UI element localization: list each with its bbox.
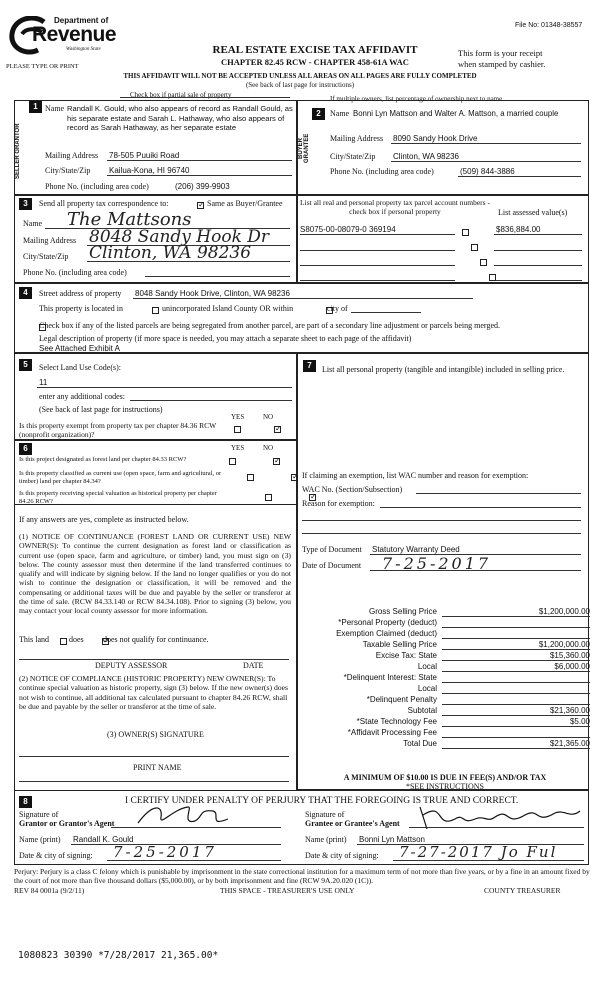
correspondence-mailing[interactable]: 8048 Sandy Hook Dr [89, 227, 270, 247]
exempt-no-checkbox[interactable] [274, 426, 281, 433]
logo-sub: Washington State [66, 47, 101, 52]
tax-row [300, 640, 600, 651]
seller-mailing[interactable]: 78-505 Puuiki Road [109, 151, 180, 160]
tax-row-label: *Personal Property (deduct) [338, 618, 437, 627]
tax-row [300, 695, 600, 706]
tax-row-label: Taxable Selling Price [362, 640, 437, 649]
tax-row-value[interactable]: $6,000.00 [554, 662, 590, 671]
grantor-print-name[interactable]: Randall K. Gould [73, 835, 134, 844]
please-type: PLEASE TYPE OR PRINT [6, 63, 79, 70]
seller-phone[interactable]: (206) 399-9903 [175, 182, 230, 191]
tax-row-label: Excise Tax: State [375, 651, 437, 660]
seller-name[interactable]: Randall K. Gould, who also appears of record as Randall Gould, as his separate estate and Sarah L. Hathaway, who also appears of record as Sarah Hathaway, as her separate estate [67, 104, 293, 132]
land-use-code[interactable]: 11 [39, 378, 48, 387]
correspondence-name[interactable]: The Mattsons [67, 209, 192, 230]
buyer-section: 2 BUYER GRANTEE Name Bonni Lyn Mattson and Walter A. Mattson, a married couple Mailing Address 8090 Sandy Hook Drive City/State/Zip Clinton, WA 98236 Phone No. (including area code) (509) 844-3886 [297, 100, 589, 195]
section7: 7 List all personal property (tangible and intangible) included in selling price. If claiming an exemption, list WAC number and reason for exemption: WAC No. (Section/Subsection) Reason for exemption: Type of Document Statutory Warranty Deed Date of Document 7-25-2017 [297, 353, 589, 790]
parcel-account-number[interactable]: S8075-00-08079-0 369194 [300, 225, 396, 234]
tax-row-value[interactable]: $21,360.00 [549, 706, 590, 715]
receipt-note-2: when stamped by cashier. [458, 59, 546, 69]
tax-row-label: *Delinquent Penalty [366, 695, 437, 704]
tax-row [300, 618, 600, 629]
forest-yes-checkbox[interactable] [229, 458, 236, 465]
revenue-logo [8, 14, 128, 62]
cashier-stamp: 1080823 30390 *7/28/2017 21,365.00* [18, 950, 219, 961]
tax-row-value[interactable]: $5.00 [569, 717, 590, 726]
personal-property-checkbox-3[interactable] [480, 259, 487, 266]
property-street[interactable]: 8048 Sandy Hook Drive, Clinton, WA 98236 [135, 289, 290, 298]
same-as-buyer-checkbox[interactable] [197, 202, 204, 209]
logo-main: Revenue [32, 23, 117, 46]
seller-section: 1 SELLER GRANTOR Name Randall K. Gould, who also appears of record as Randall Gould, as his separate estate and Sarah L. Hathaway, who also appears of record as Sarah Hathaway, as her separate estate Mailing Address 78-505 Puuiki Road City/State/Zip Kailua-Kona, HI 96740 Phone No. (including area code) (206) 399-9903 [14, 100, 297, 195]
exempt-yes-checkbox[interactable] [234, 426, 241, 433]
seller-side-label: SELLER GRANTOR [15, 123, 21, 179]
section6-notices: If any answers are yes, complete as instructed below. (1) NOTICE OF CONTINUANCE (FOREST LAND OR CURRENT USE) NEW OWNER(S): To continue the current designation as forest land or classification as current use (open space, farm and agriculture, or timber) land, you must sign on (3) below. The county assessor must then determine if the land transferred continues to qualify and will indicate by signing below. If the land no longer qualifies or you do not wish to continue the designation or classification, it will be removed and the compensating or additional taxes will be due and payable by the seller or transferor at the time of sale. (RCW 84.33.140 or RCW 84.34.108). Prior to signing (3) below, you may contact your local county assessor for more information. This land does ✓ does not qualify for continuance. DEPUTY ASSESSOR DATE (2) NOTICE OF COMPLIANCE (HISTORIC PROPERTY) NEW OWNER(S): To continue special valuation as historic property, sign (3) below. If the new owner(s) does not wish to continue, all additional tax calculated pursuant to chapter 84.26 RCW, shall be due and payable by the seller or transferor at the time of sale. (3) OWNER(S) SIGNATURE PRINT NAME [14, 505, 297, 790]
grantor-date-signing[interactable]: 7-25-2017 [113, 843, 217, 861]
logo-line1: Department of [54, 16, 109, 25]
personal-property-checkbox-1[interactable] [462, 229, 469, 236]
legal-description[interactable]: See Attached Exhibit A [39, 344, 120, 353]
grantee-print-name[interactable]: Bonni Lyn Mattson [359, 835, 425, 844]
tax-row [300, 651, 600, 662]
section6-questions: 6 YES NO Is this project designated as forest land per chapter 84.33 RCW? ✓ Is this property classified as current use (open space, farm and agricultural, or timber) land per chapter 84.34? ✓ Is this property receiving special valuation as historical property per chapter 84.26 RCW? ✓ [14, 440, 297, 505]
grantee-date-signing[interactable]: 7-27-2017 Jo Ful [399, 843, 558, 861]
form-subtitle: CHAPTER 82.45 RCW - CHAPTER 458-61A WAC [221, 57, 409, 67]
tax-row-value[interactable]: $15,360.00 [549, 651, 590, 660]
tax-row-label: *Affidavit Processing Fee [347, 728, 437, 737]
parcels-section: List all real and personal property tax parcel account numbers - check box if personal property List assessed value(s) S8075-00-08079-0 369194 $836,884.00 [297, 195, 589, 283]
receipt-note-1: This form is your receipt [458, 48, 543, 58]
buyer-phone[interactable]: (509) 844-3886 [460, 167, 515, 176]
buyer-side-label: BUYER GRANTEE [298, 133, 310, 163]
treasurer-space: THIS SPACE - TREASURER'S USE ONLY [220, 886, 355, 895]
tax-row [300, 607, 600, 618]
seller-city[interactable]: Kailua-Kona, HI 96740 [109, 166, 190, 175]
county-treasurer: COUNTY TREASURER [484, 886, 561, 895]
form-title: REAL ESTATE EXCISE TAX AFFIDAVIT [212, 44, 418, 56]
forest-no-checkbox[interactable] [273, 458, 280, 465]
tax-row-value[interactable]: $21,365.00 [549, 739, 590, 748]
certification-section: 8 I CERTIFY UNDER PENALTY OF PERJURY THAT THE FOREGOING IS TRUE AND CORRECT. Signature of Grantor or Grantor's Agent Signature of Grantee or Grantee's Agent Name (print) Randall K. Gould Name (print) Bonni Lyn Mattson Date & city of signing: 7-25-2017 Date & city of signing: 7-27-2017 Jo Ful [14, 790, 589, 865]
personal-property-checkbox-2[interactable] [471, 244, 478, 251]
document-type[interactable]: Statutory Warranty Deed [372, 545, 460, 554]
correspondence-city[interactable]: Clinton, WA 98236 [89, 243, 252, 263]
tax-row [300, 662, 600, 673]
multiple-owners-label: If multiple owners, list percentage of ownership next to name. [330, 95, 504, 103]
historic-yes-checkbox[interactable] [265, 494, 272, 501]
buyer-city[interactable]: Clinton, WA 98236 [393, 152, 459, 161]
tax-row [300, 717, 600, 728]
tax-row-label: *State Technology Fee [356, 717, 437, 726]
buyer-mailing[interactable]: 8090 Sandy Hook Drive [393, 134, 478, 143]
tax-row-label: Subtotal [407, 706, 437, 715]
tax-row-label: *Delinquent Interest: State [343, 673, 437, 682]
tax-row-value[interactable]: $1,200,000.00 [538, 607, 590, 616]
warning: THIS AFFIDAVIT WILL NOT BE ACCEPTED UNLESS ALL AREAS ON ALL PAGES ARE FULLY COMPLETED [123, 72, 477, 80]
tax-row-label: Exemption Claimed (deduct) [336, 629, 437, 638]
tax-row-label: Local [417, 662, 437, 671]
current-use-yes-checkbox[interactable] [247, 474, 254, 481]
file-number: File No: 01348-38557 [515, 22, 583, 29]
land-use-section: 5 Select Land Use Code(s): 11 enter any additional codes: (See back of last page for instructions) YES NO Is this property exempt from property tax per chapter 84.36 RCW (nonprofit organization)? ✓ [14, 353, 297, 440]
tax-row [300, 739, 600, 750]
form-revision: REV 84 0001a (9/2/11) [14, 886, 85, 895]
unincorporated-checkbox[interactable] [152, 307, 159, 314]
document-date[interactable]: 7-25-2017 [382, 554, 492, 573]
personal-property-checkbox-4[interactable] [489, 274, 496, 281]
tax-row-value[interactable]: $1,200,000.00 [538, 640, 590, 649]
parcel-assessed-value[interactable]: $836,884.00 [496, 225, 541, 234]
tax-row [300, 629, 600, 640]
see-back: (See back of last page for instructions) [245, 81, 355, 89]
land-does-checkbox[interactable] [60, 638, 67, 645]
buyer-name[interactable]: Bonni Lyn Mattson and Walter A. Mattson, a married couple [353, 109, 559, 118]
tax-row [300, 673, 600, 684]
perjury-notice: Perjury: Perjury is a class C felony which is punishable by imprisonment in the state correctional institution for a maximum term of not more than five years, or by a fine in an amount fixed by the court of not more than five thousand dollars ($5,000.00), or by both imprisonment and fine (RCW 9A.20.020 (1C)). [14, 867, 590, 885]
tax-row [300, 684, 600, 695]
tax-row-label: Total Due [403, 739, 437, 748]
tax-row-label: Gross Selling Price [368, 607, 437, 616]
tax-row [300, 728, 600, 739]
location-section: 4 Street address of property 8048 Sandy Hook Drive, Clinton, WA 98236 This property is located in unincorporated Island County OR within city of Check box if any of the listed parcels are being segregated from another parcel, are part of a secondary line adjustment or parcels being merged. Legal description of property (if more space is needed, you may attach a separate sheet to each page of the affidavit) See Attached Exhibit A [14, 283, 589, 353]
correspondence-section: 3 Send all property tax correspondence to: ✓ Same as Buyer/Grantee Name The Mattsons Mailing Address 8048 Sandy Hook Dr City/State/Zip Clinton, WA 98236 Phone No. (including area code) [14, 195, 297, 283]
tax-row [300, 706, 600, 717]
tax-row-label: Local [417, 684, 437, 693]
partial-sale-label: Check box if partial sale of property [130, 91, 232, 99]
